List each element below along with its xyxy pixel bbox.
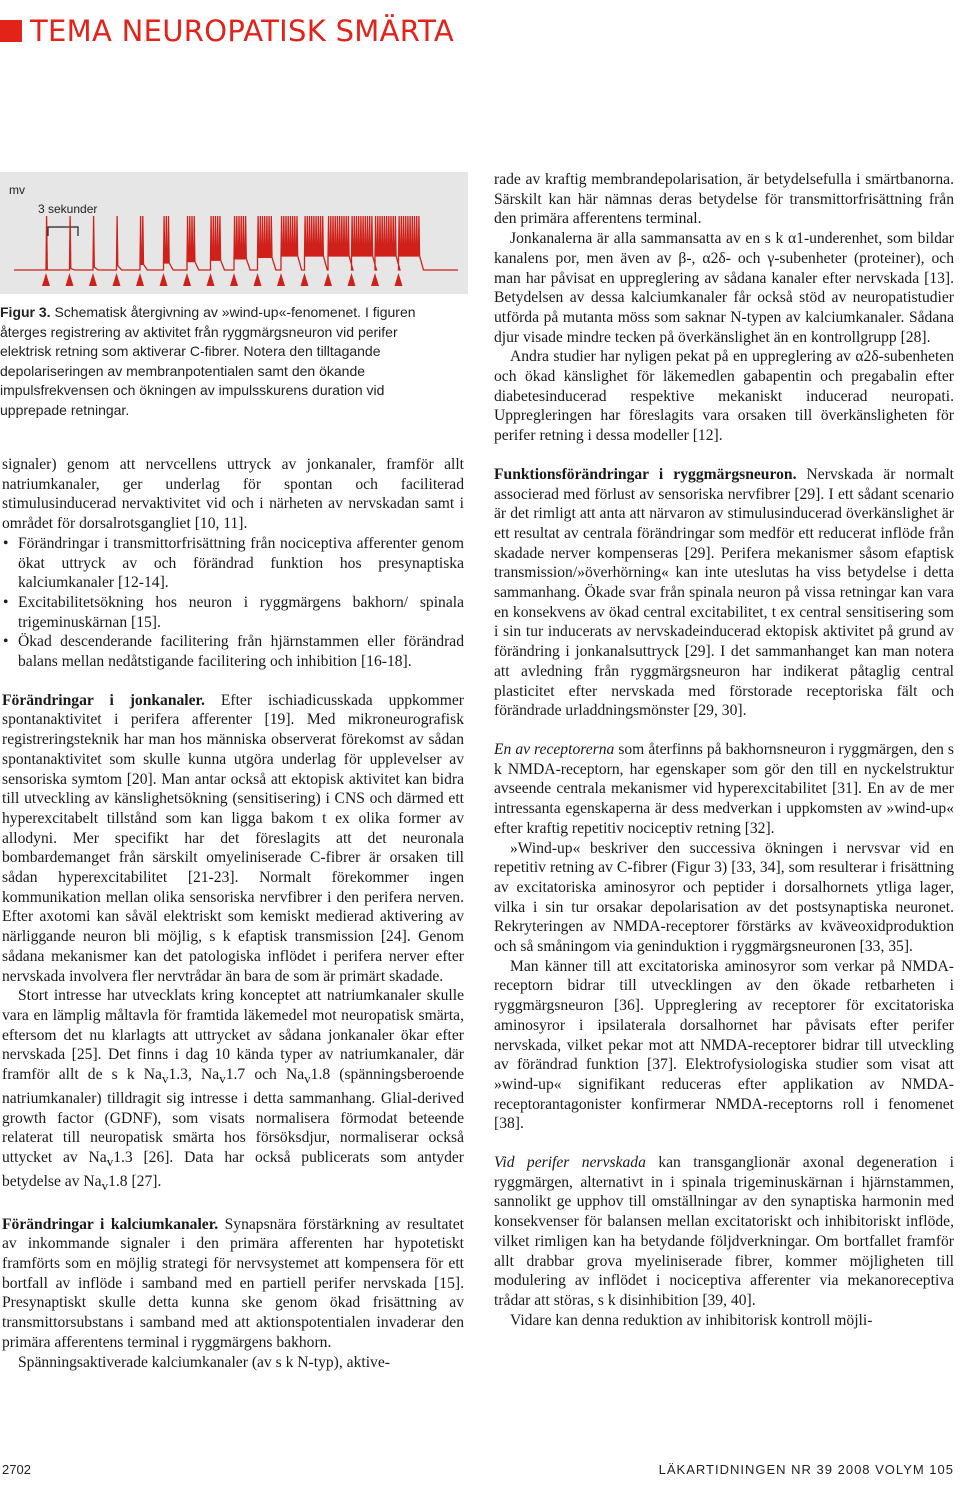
subheading: Förändringar i jonkanaler. xyxy=(2,691,205,709)
section-header xyxy=(0,10,960,60)
bullet-list xyxy=(2,534,464,672)
stimulus-arrows xyxy=(42,273,403,286)
italic-lead: En av receptorerna xyxy=(494,740,615,758)
time-scale-bracket xyxy=(48,227,78,236)
stimulus-arrow xyxy=(207,273,215,286)
stimulus-arrow xyxy=(348,273,356,286)
trace-line xyxy=(14,216,458,270)
y-unit-label: mv xyxy=(9,183,25,197)
list-item: • Förändringar i transmittorfrisättning från nociceptiva afferenter genom ökat uttryck av och förändrad funktion hos presynaptiska kalciumkanaler [12-14]. xyxy=(2,534,464,593)
paragraph: Man känner till att excitatoriska aminosyror som verkar på NMDA-receptorn bidrar till utvecklingen av den ökade retbarheten i ryggmärgsneuron [36]. Uppreglering av receptorer för excitatoriska aminosyror i ipsilaterala dorsalhornet har påvisats efter perifer nervskada, vilket pekar mot att NMDA-receptorer bidrar till utveckling av förändrad funktion [37]. Elektrofysiologiska studier som visat att »wind-up« signifikant reduceras efter applikation av NMDA-receptorantagonister konfirmerar NMDA-receptorns roll i fenomenet [38]. xyxy=(494,957,954,1133)
figure-3 xyxy=(0,172,468,294)
paragraph: Vidare kan denna reduktion av inhibitorisk kontroll möjli- xyxy=(510,1311,873,1329)
paragraph: Andra studier har nyligen pekat på en uppreglering av α2δ-subenheten och ökad känslighet för läkemedlen gabapentin och pregabalin efter diabetesinducerad respektive mekaniskt inducerad neuropati. Uppregleringen har föreslagits vara orsaken till överkänsligheten för perifer retning i dessa modeller [12]. xyxy=(494,348,954,445)
stimulus-arrow xyxy=(89,273,97,286)
left-column xyxy=(2,455,464,1372)
right-column xyxy=(494,170,954,1330)
wind-up-trace-figure xyxy=(0,172,468,294)
paragraph: Spänningsaktiverade kalciumkanaler (av s k N-typ), aktive- xyxy=(18,1353,390,1371)
paragraph: signaler) genom att nervcellens uttryck av jonkanaler, framför allt natriumkanaler, ger underlag för spontan och faciliterad stimulusinducerad nervaktivitet vid och i närheten av nervskadan samt i området för dorsalrotsgangliet [10, 11]. xyxy=(2,456,464,533)
paragraph: Funktionsförändringar i ryggmärgsneuron. Nervskada är normalt associerad med förlust av sensoriska nervfibrer [29]. I ett sådant scenario är det rimligt att anta att närvaron av stimulusinducerad överkänslighet är ett resultat av centrala förändringar som medför ett reducerat inflöde från skadade nerver kompenseras [29]. Perifera mekanismer såsom efaptisk transmission/»överhörning« kan inte uteslutas ha viss betydelse i detta sammanhang. Ökade svar från spinala neuron på vissa retningar kan vara en konsekvens av ökad central excitabilitet, t ex central sensitisering som i sin tur inducerats av nervskadeinducerad ektopisk aktivitet på grund av förändring i jonkanalsuttryck [29]. I det sammanhanget kan man notera att avledning från ryggmärgsneuron har indikerat påtaglig central plasticitet efter nervskada med förstorade receptoriska fält och förändrade urladdningsmönster [29, 30]. xyxy=(494,465,954,720)
scale-label: 3 sekunder xyxy=(38,202,98,216)
paragraph: En av receptorerna som återfinns på bakhornsneuron i ryggmärgen, den s k NMDA-receptorn, har egenskaper som gör den till en nyckelstruktur avseende centrala mekanismer vid hyperexcitabilitet [31]. En av de mer intressanta egenskaperna är dess medverkan i uppkomsten av »wind-up« efter kraftig repetitiv nociceptiv retning [32]. xyxy=(494,740,954,837)
journal-name: LÄKARTIDNINGEN NR 39 2008 VOLYM 105 xyxy=(658,1462,954,1477)
paragraph: Vid perifer nervskada kan transganglionär axonal degeneration i ryggmärgen, alternativt in i spinala trigeminuskärnan i hjärnstammen, sannolikt ge upphov till omställningar av den synaptiska harmonin med konsekvenser för balansen mellan excitatoriskt och inhibitoriskt inflöde, vilket rimligen kan ha betydande följdverkningar. Om bortfallet framför allt drabbar grova myeliniserade fibrer, kommer möjligheten till modulering av inflödet i nociceptiva afferenter via mekanoreceptiva trådar att störas, s k disinhibition [39, 40]. xyxy=(494,1154,954,1309)
list-item: • Ökad descenderande facilitering från hjärnstammen eller förändrad balans mellan nedåtstigande facilitering och inhibition [16-18]. xyxy=(2,632,464,671)
membrane-trace xyxy=(14,216,458,270)
stimulus-arrow xyxy=(183,273,191,286)
italic-lead: Vid perifer nervskada xyxy=(494,1154,646,1172)
stimulus-arrow xyxy=(136,273,144,286)
paragraph: »Wind-up« beskriver den successiva ökningen i nervsvar vid en repetitiv retning av C-fibrer (Figur 3) [33, 34], som resulterar i frisättning av excitatoriska aminosyror och peptider i dorsalhornets ytliga lager, vilka i sin tur orsakar depolarisation av det postsynaptiska neuronet. Rekryteringen av NMDA-receptorer förstärks av kväveoxidproduktion och så småningom via geninduktion i ryggmärgsneuronen [33, 35]. xyxy=(494,839,954,956)
subheading: Förändringar i kalciumkanaler. xyxy=(2,1215,219,1233)
stimulus-arrow xyxy=(324,273,332,286)
header-accent-square xyxy=(0,20,22,42)
page-number: 2702 xyxy=(2,1462,31,1477)
stimulus-arrow xyxy=(277,273,285,286)
figure-caption xyxy=(0,303,450,420)
paragraph: Jonkanalerna är alla sammansatta av en s k α1-underenhet, som bildar kanalens por, men även av β-, α2δ- och γ-subenheter (proteiner), och man har påvisat en uppreglering av sådana kanaler efter nervskada [13]. Betydelsen av dessa kalciumkanaler får också stöd av neuropatistudier utförda på mutanta möss som saknar N-typen av kalciumkanaler. Sådana djur visade mindre tecken på överkänslighet än en kontrollgrupp [28]. xyxy=(494,230,954,346)
section-title: TEMA NEUROPATISK SMÄRTA xyxy=(30,14,454,48)
paragraph: rade av kraftig membrandepolarisation, är betydelsefulla i smärtbanorna. Särskilt kan här nämnas deras betydelse för transmittorfrisättning från den primära afferentens terminal. xyxy=(494,171,954,228)
stimulus-arrow xyxy=(160,273,168,286)
stimulus-arrow xyxy=(42,273,50,286)
stimulus-arrow xyxy=(254,273,262,286)
paragraph: Förändringar i kalciumkanaler. Synapsnära förstärkning av resultatet av inkommande signaler i den primära afferenten har hypotetiskt framförts som en möjlig strategi för nervsystemet att kompensera för ett bortfall av inflöde i samband med en partiell perifer nervskada [15]. Presynaptiskt skulle detta kunna ske genom ökad frisättning av transmittorsubstans i samband med att aktionspotentialen invaderar den primära afferentens terminal i ryggmärgens bakhorn. xyxy=(2,1215,464,1351)
stimulus-arrow xyxy=(113,273,121,286)
stimulus-arrow xyxy=(395,273,403,286)
list-item: • Excitabilitetsökning hos neuron i ryggmärgens bakhorn/ spinala trigeminuskärnan [15]. xyxy=(2,593,464,632)
subheading: Funktionsförändringar i ryggmärgsneuron. xyxy=(494,465,797,483)
stimulus-arrow xyxy=(371,273,379,286)
caption-label: Figur 3. xyxy=(0,304,51,320)
stimulus-arrow xyxy=(66,273,74,286)
stimulus-arrow xyxy=(301,273,309,286)
paragraph: Förändringar i jonkanaler. Efter ischiadicusskada uppkommer spontanaktivitet i perifera afferenter [19]. Med mikroneurografisk registreringsteknik har man hos människa observerat förekomst av sådan spontanaktivitet som skulle kunna utgöra underlag för upplevelser av sensoriska symtom [20]. Man antar också att ektopisk aktivitet kan bidra till utveckling av känslighetsökning (sensitisering) i CNS och därmed ett hyperexcitabelt tillstånd som kan ligga bakom t ex olika former av allodyni. Mer specifikt har det föreslagits att det neuronala bombardemanget från särskilt omyeliniserade C-fibrer är orsaken till sådan hyperexcitabilitet [21-23]. Normalt förekommer ingen kommunikation mellan olika sensoriska nervfibrer i den perifera nerven. Efter axotomi kan såväl elektriskt som kemiskt medierad aktivering av närliggande neuron bli möjlig, s k efaptisk transmission [24]. Genom sådana mekanismer kan det patologiska inflödet i perifera nerver efter nervskada involvera fler nervtrådar än bara de som är primärt skadade. xyxy=(2,691,465,985)
paragraph: Stort intresse har utvecklats kring konceptet att natriumkanaler skulle vara en lämplig måltavla för framtida läkemedel mot neuropatisk smärta, eftersom det nu klarlagts att uttrycket av sådana jonkanaler ökar efter nervskada [25]. Det finns i dag 10 kända typer av natriumkanaler, där framför allt de s k $Na_v1.3$, $Na_v1.7$ och $Na_v1.8$ (spänningsberoende natriumkanaler) tilldragit sig intresse i detta sammanhang. Glial-derived growth factor (GDNF), som visats normalisera förmodat beteende relaterat till neuropatisk smärta hos försöksdjur, normaliserar också uttycket av $Na_v1.3$ [26]. Data har också publicerats som antyder betydelse av $Na_v1.8$ [27]. xyxy=(2,987,464,1193)
stimulus-arrow xyxy=(230,273,238,286)
caption-text: Schematisk återgivning av »wind-up«-fenomenet. I figuren återges registrering av aktivitet från ryggmärgsneuron vid perifer elektrisk retning som aktiverar C-fibrer. Notera den tilltagande depolariseringen av membranpotentialen samt den ökande impulsfrekvensen och ökningen av impulsskurens duration vid upprepade retningar. xyxy=(0,304,416,418)
